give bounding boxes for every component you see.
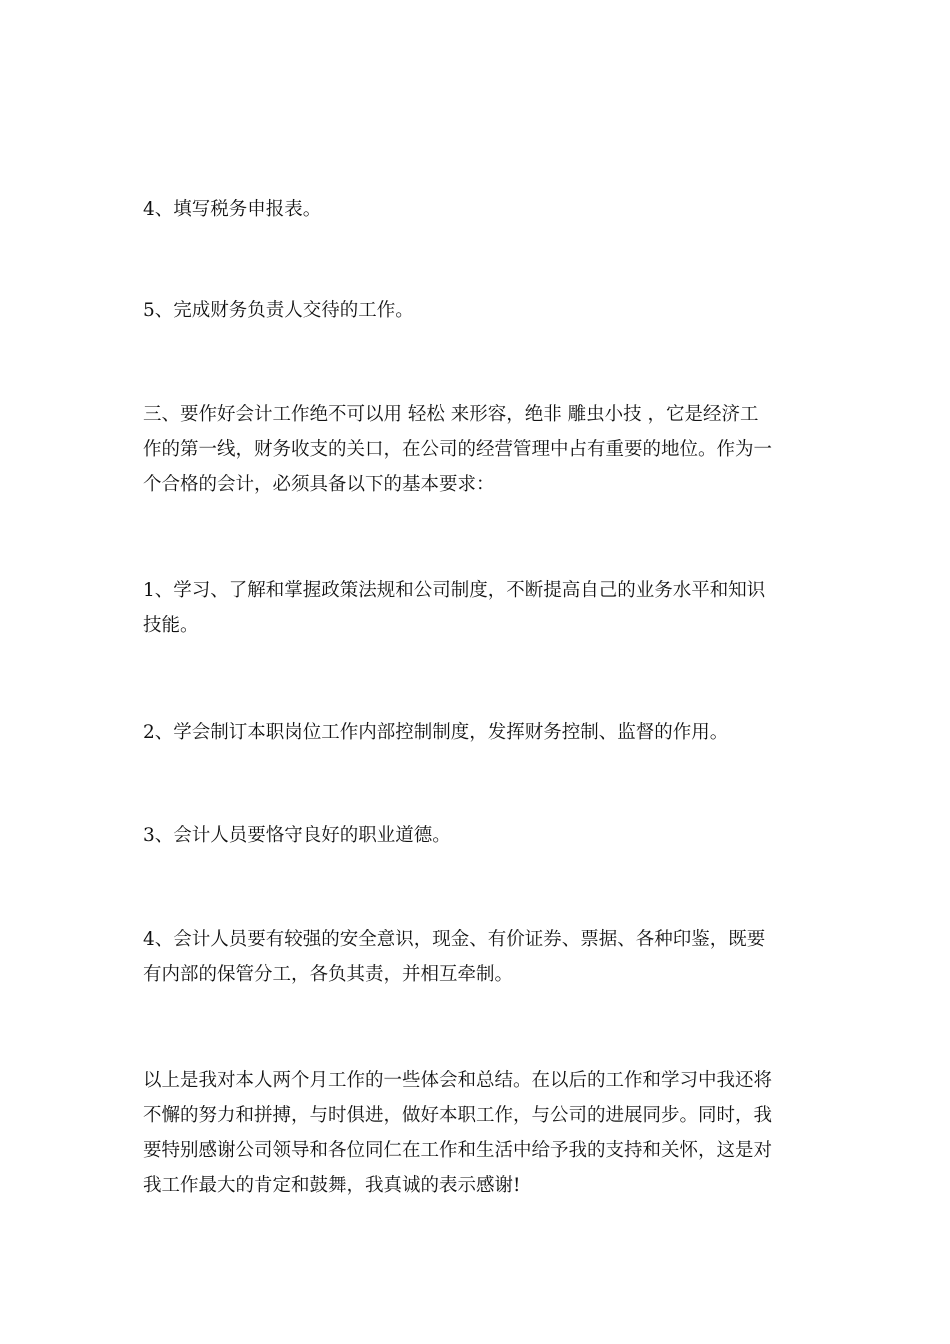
text-line: 4、填写税务申报表。 <box>143 199 322 220</box>
text-line: 三、要作好会计工作绝不可以用 轻松 来形容，绝非 雕虫小技 ，它是经济工 <box>143 404 759 425</box>
text-line: 3、会计人员要恪守良好的职业道德。 <box>143 825 451 846</box>
text-line: 4、会计人员要有较强的安全意识，现金、有价证券、票据、各种印鉴，既要 <box>143 929 766 950</box>
text-line: 要特别感谢公司领导和各位同仁在工作和生活中给予我的支持和关怀，这是对 <box>143 1140 773 1161</box>
text-line: 有内部的保管分工，各负其责，并相互牵制。 <box>143 964 514 985</box>
text-line: 以上是我对本人两个月工作的一些体会和总结。在以后的工作和学习中我还将 <box>143 1070 773 1091</box>
text-line: 1、学习、了解和掌握政策法规和公司制度，不断提高自己的业务水平和知识 <box>143 580 766 601</box>
paragraph-section-three <box>143 397 808 502</box>
paragraph-conclusion <box>143 1063 808 1203</box>
text-line: 5、完成财务负责人交待的工作。 <box>143 300 414 321</box>
paragraph-requirement-1 <box>143 573 808 643</box>
paragraph-item-5-tasks <box>143 293 808 328</box>
text-line: 作的第一线，财务收支的关口，在公司的经营管理中占有重要的地位。作为一 <box>143 439 773 460</box>
text-line: 我工作最大的肯定和鼓舞，我真诚的表示感谢! <box>143 1175 521 1196</box>
paragraph-requirement-4 <box>143 922 808 992</box>
text-line: 个合格的会计，必须具备以下的基本要求： <box>143 474 495 495</box>
text-line: 技能。 <box>143 615 199 636</box>
paragraph-requirement-3 <box>143 818 808 853</box>
paragraph-requirement-2 <box>143 715 808 750</box>
paragraph-item-4-tax <box>143 192 808 227</box>
text-line: 2、学会制订本职岗位工作内部控制制度，发挥财务控制、监督的作用。 <box>143 722 729 743</box>
text-line: 不懈的努力和拼搏，与时俱进，做好本职工作，与公司的进展同步。同时，我 <box>143 1105 773 1126</box>
